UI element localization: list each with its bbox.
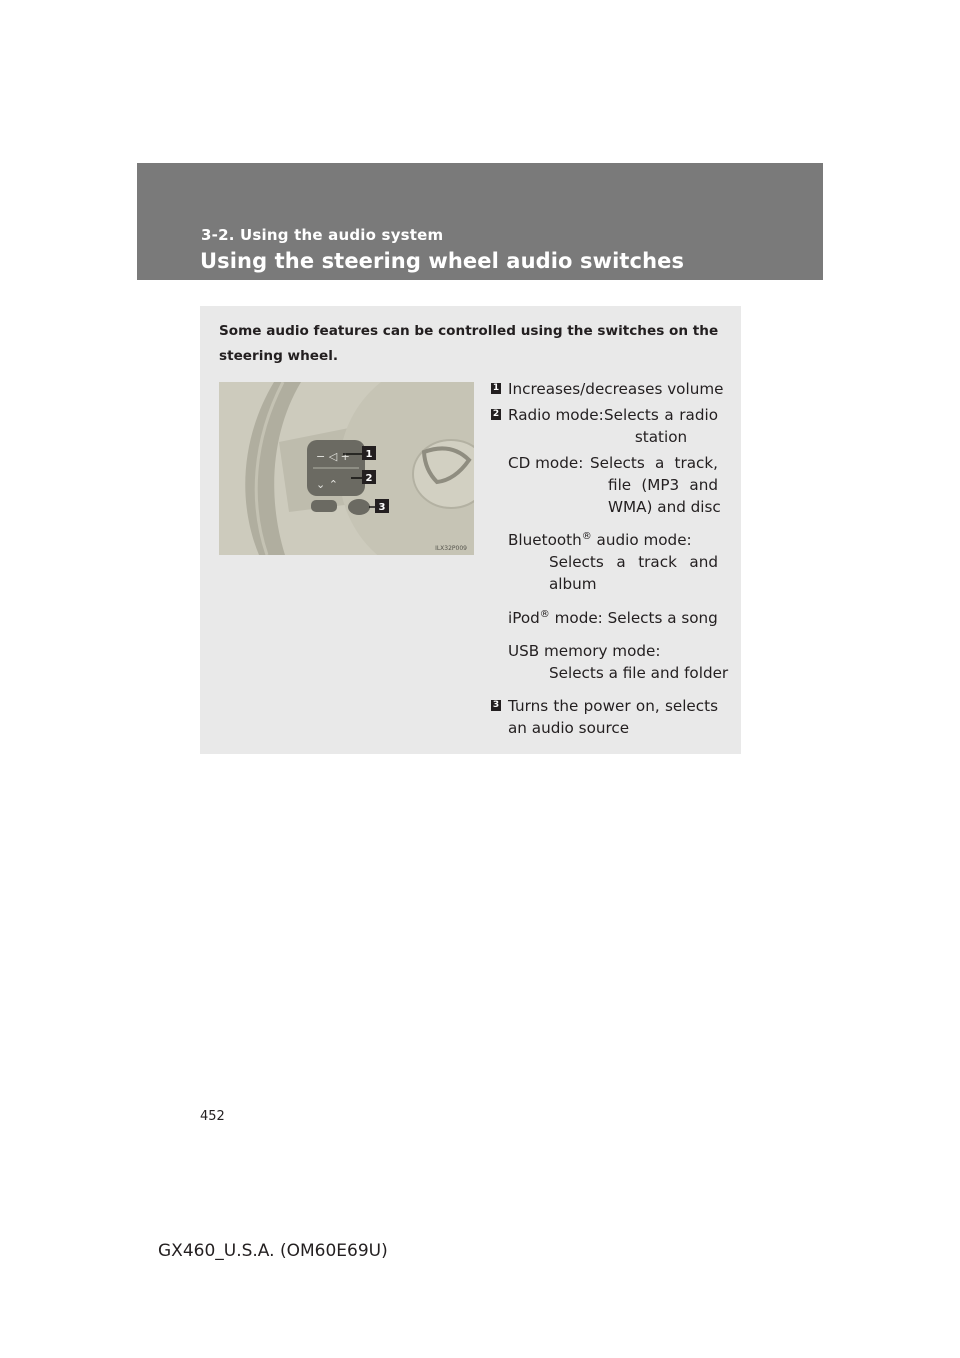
bluetooth-mode-label xyxy=(508,529,692,551)
usb-mode-label: USB memory mode: xyxy=(508,642,661,660)
callout-1-text: Increases/decreases volume xyxy=(508,380,724,398)
svg-text:⌄ ⌃: ⌄ ⌃ xyxy=(316,478,338,491)
radio-mode-line-1: Selects a radio xyxy=(604,406,718,424)
registered-mark: ® xyxy=(581,531,592,542)
callout-3-line-1: Turns the power on, selects xyxy=(508,697,718,715)
chapter-header xyxy=(137,163,823,280)
callout-3-line-2: an audio source xyxy=(508,719,630,737)
callout-number-1: 1 xyxy=(492,383,500,393)
figure-marker-1: 1 xyxy=(365,449,373,460)
figure-marker-2: 2 xyxy=(365,473,373,484)
cd-mode-line-3: WMA) and disc xyxy=(608,498,721,516)
usb-mode-line-1: Selects a file and folder xyxy=(549,664,729,682)
steering-wheel-drawing xyxy=(219,382,474,555)
page-title: Using the steering wheel audio switches xyxy=(200,249,685,273)
radio-mode-line-2: station xyxy=(634,428,688,446)
bluetooth-mode-line-2: album xyxy=(549,575,597,593)
intro-text: Some audio features can be controlled using the switches on the steering wheel. xyxy=(219,323,719,364)
callout-number-2: 2 xyxy=(492,409,500,419)
registered-mark: ® xyxy=(539,609,550,620)
figure-code: ILX32P009 xyxy=(435,545,467,552)
svg-text:− ◁ +: − ◁ + xyxy=(316,450,350,463)
figure-marker-3: 3 xyxy=(378,502,386,513)
bluetooth-word: Bluetooth xyxy=(508,531,582,549)
callout-list xyxy=(489,306,729,754)
bluetooth-mode-line-1: Selects a track and xyxy=(549,553,718,571)
cd-mode-line-2: file (MP3 and xyxy=(608,476,718,494)
page-number: 452 xyxy=(200,1109,225,1124)
section-label: 3-2. Using the audio system xyxy=(201,226,444,244)
cd-mode-label: CD mode: xyxy=(508,454,584,472)
document-id: GX460_U.S.A. (OM60E69U) xyxy=(158,1241,388,1261)
bluetooth-mode-suffix: audio mode: xyxy=(591,531,692,549)
ipod-mode-text xyxy=(508,607,718,629)
callout-number-3: 3 xyxy=(492,700,500,710)
steering-wheel-illustration xyxy=(219,382,474,555)
cd-mode-line-1: Selects a track, xyxy=(590,454,718,472)
ipod-word: iPod xyxy=(508,609,540,627)
radio-mode-label: Radio mode: xyxy=(508,406,604,424)
ipod-mode-suffix: mode: Selects a song xyxy=(549,609,718,627)
content-panel xyxy=(200,306,741,754)
